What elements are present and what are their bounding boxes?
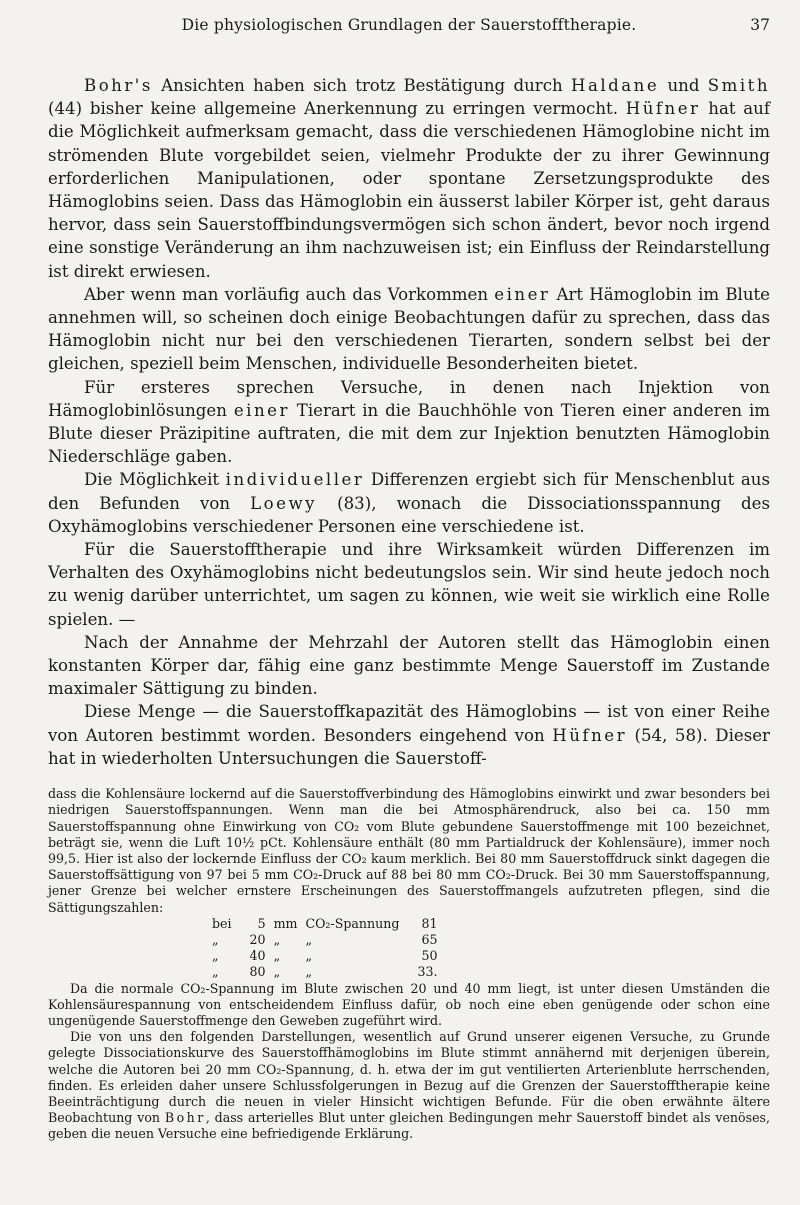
table-row [208,932,441,948]
footnote [48,786,770,1142]
table-cell: „ [212,931,219,947]
emphasis: einer [494,284,551,304]
paragraph [48,700,770,770]
author-name: Haldane [570,76,660,95]
table-row [208,964,441,980]
running-title: Die physiologischen Grundlagen der Sauerstofftherapie. [181,16,637,34]
page-number: 37 [750,16,770,34]
text-run: (54, 58). Dieser hat in wiederholten Untersuchungen die Sauerstoff- [48,725,770,768]
paragraph [48,283,770,376]
main-text [48,74,770,770]
text-run: Differenzen ergiebt sich für Menschenblut aus den Befunden von [48,470,770,513]
paragraph [48,74,770,283]
table-cell: „ [273,948,281,964]
table-cell: 20 [249,931,266,947]
table-cell: 80 [249,964,266,980]
running-header [48,0,770,50]
table-row [208,916,441,932]
table-cell: 65 [421,931,438,947]
table-cell: „ [273,931,281,947]
footnote-paragraph [48,1029,770,1142]
text-run: und [659,76,708,95]
text-run: Ansichten haben sich trotz Bestätigung durch [152,76,571,95]
text-run: Die Möglichkeit [84,470,226,490]
text-run: Für ersteres sprechen Versuche, in denen nach Injektion von Hämoglobinlösungen [48,377,770,420]
emphasis: einer [233,400,290,420]
author-name: Bohr's [84,76,153,95]
table-cell: 50 [421,948,438,964]
text-run: hat auf die Möglichkeit aufmerksam gemacht, dass die verschiedenen Hämoglobine nicht im strömenden Blute vorgebildet seien, vielmehr Produkte der zu ihrer Gewinnung erforderlichen Manipulationen, oder spontane Zersetzungsprodukte des Hämoglobins seien. Dass das Hämoglobin ein äusserst labiler Körper ist, geht daraus hervor, dass sein Sauerstoffbindungsvermögen sich schon ändert, bevor noch irgend eine sonstige Veränderung an ihm nachzuweisen ist; ein Einfluss der Reindarstellung ist direkt erwiesen. [48,99,770,281]
paragraph: Nach der Annahme der Mehrzahl der Autoren stellt das Hämoglobin einen konstanten Körper dar, fähig eine ganz bestimmte Menge Sauerstoff im Zustande maximaler Sättigung zu binden. [48,632,770,699]
table-cell: „ [305,931,312,947]
author-name: Hüfner [625,99,701,119]
author-name: Hüfner [552,725,628,745]
text-run: Aber wenn man vorläufig auch das Vorkommen [84,284,495,304]
text-run: (44) bisher keine allgemeine Anerkennung zu erringen vermocht. [48,99,626,119]
emphasis: individueller [225,470,365,490]
paragraph [48,468,770,538]
text-run: Tierart in die Bauchhöhle von Tieren einer anderen im Blute dieser Präzipitine auftraten, die mit dem zur Injektion benutzten Hämoglobin Niederschläge gaben. [48,400,771,467]
table-cell: CO₂-Spannung [305,915,400,931]
table-cell: bei [212,915,232,931]
paragraph: Für die Sauerstofftherapie und ihre Wirksamkeit würden Differenzen im Verhalten des Oxyhämoglobins nicht bedeutungslos sein. Wir sind heute jedoch noch zu wenig darüber unterrichtet, um sagen zu können, wie weit sie wirklich eine Rolle spielen. — [48,540,770,629]
page [48,0,770,1143]
table-row [208,948,441,964]
table-cell: mm [273,915,298,931]
text-run: Art Hämoglobin im Blute annehmen will, so scheinen doch einige Beobachtungen dafür zu sprechen, dass das Hämoglobin nicht nur bei den verschiedenen Tierarten, sondern selbst bei der gleichen, speziell beim Menschen, individuelle Besonderheiten bietet. [48,284,770,374]
author-name: Loewy [250,493,318,513]
table-cell: „ [212,964,219,980]
author-name: Smith [707,76,771,95]
table-cell: 81 [421,915,438,931]
table-cell: „ [212,948,219,964]
text-run: , dass arterielles Blut unter gleichen Bedingungen mehr Sauerstoff bindet als venöses, geben die neuen Versuche eine befriedigende Erklärung. [48,1110,770,1142]
table-cell: 40 [249,948,266,964]
text-run: (83), wonach die Dissociationsspannung des Oxyhämoglobins verschiedener Personen eine verschiedene ist. [48,493,770,536]
footnote-paragraph: dass die Kohlensäure lockernd auf die Sauerstoffverbindung des Hämoglobins einwirkt und zwar besonders bei niedrigen Sauerstoffspannungen. Wenn man die bei Atmosphärendruck, also bei ca. 150 mm Sauerstoffspannung ohne Einwirkung von CO₂ vom Blute gebundene Sauerstoffmenge mit 100 bezeichnet, beträgt sie, wenn die Luft 10½ pCt. Kohlensäure enthält (80 mm Partialdruck der Kohlensäure), immer noch 99,5. Hier ist also der lockernde Einfluss der CO₂ kaum merklich. Bei 80 mm Sauerstoffdruck sinkt dagegen die Sauerstoffsättigung von 97 bei 5 mm CO₂-Druck auf 88 bei 80 mm CO₂-Druck. Bei 30 mm Sauerstoffspannung, jener Grenze bei welcher ernstere Erscheinungen des Sauerstoffmangels aufzutreten pflegen, sind die Sättigungszahlen: [48,786,770,915]
text-run: Die von uns den folgenden Darstellungen, wesentlich auf Grund unserer eigenen Versuche, zu Grunde gelegte Dissociationskurve des Sauerstoffhämoglobins im Blute stimmt annähernd mit derjenigen überein, welche die Autoren bei 20 mm CO₂-Spannung, d. h. etwa der im gut ventilierten Arterienblute herrschenden, finden. Es erleiden daher unsere Schlussfolgerungen in Bezug auf die Grenzen der Sauerstofftherapie keine Beeinträchtigung durch die neuen in vieler Hinsicht wichtigen Befunde. Für die oben erwähnte ältere Beobachtung von [48,1029,770,1126]
footnote-paragraph: Da die normale CO₂-Spannung im Blute zwischen 20 und 40 mm liegt, ist unter diesen Umständen die Kohlensäurespannung von entscheidendem Einfluss dafür, ob noch eine eben genügende oder schon eine ungenügende Sauerstoffmenge den Geweben zugeführt wird. [48,980,770,1028]
table-cell: „ [305,964,312,980]
table-cell: 5 [257,915,266,931]
author-name: Bohr [164,1110,206,1126]
table-cell: „ [305,948,312,964]
text-run: Diese Menge — die Sauerstoffkapazität des Hämoglobins — ist von einer Reihe von Autoren bestimmt worden. Besonders eingehend von [48,702,770,745]
table-cell: „ [273,964,281,980]
table-cell: 33. [417,964,438,980]
paragraph [48,376,770,469]
saturation-table [208,916,441,981]
